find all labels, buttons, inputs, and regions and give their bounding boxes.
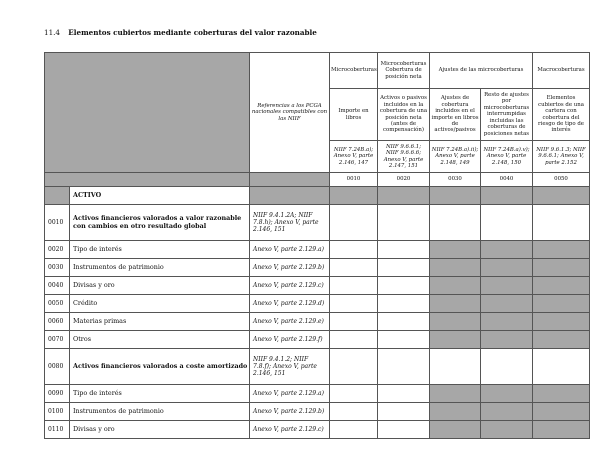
row-ref: NIIF 9.4.1.2A; NIIF 7.8.h); Anexo V, parte 2.146, 151 (250, 205, 330, 241)
data-cell[interactable] (533, 349, 590, 385)
data-cell[interactable] (330, 403, 378, 421)
header-ajustes-microcoberturas: Ajustes de las microcoberturas (430, 53, 533, 89)
shaded-cell (430, 313, 481, 331)
shaded-cell (481, 259, 533, 277)
data-cell[interactable] (330, 205, 378, 241)
shaded-cell (430, 331, 481, 349)
col-ref: NIIF 9.6.1.3; NIIF 9.6.6.1; Anexo V, parte 2.152 (533, 141, 590, 173)
data-cell[interactable] (533, 205, 590, 241)
data-cell[interactable] (481, 349, 533, 385)
shaded-cell (481, 385, 533, 403)
col-code: 0010 (330, 173, 378, 187)
data-cell[interactable] (378, 313, 430, 331)
row-code: 0110 (45, 421, 70, 439)
data-cell[interactable] (378, 259, 430, 277)
row-code: 0050 (45, 295, 70, 313)
shaded-cell (250, 187, 330, 205)
shaded-cell (430, 259, 481, 277)
header-ref-fill (250, 173, 330, 187)
shaded-cell (481, 403, 533, 421)
section-number: 11.4 (44, 28, 61, 37)
row-ref: Anexo V, parte 2.129.a) (250, 385, 330, 403)
data-cell[interactable] (430, 205, 481, 241)
row-ref: Anexo V, parte 2.129.b) (250, 403, 330, 421)
shaded-cell (533, 241, 590, 259)
shaded-cell (533, 313, 590, 331)
row-label: Activos financieros valorados a valor razonable con cambios en otro resultado global (70, 205, 250, 241)
col-code: 0030 (430, 173, 481, 187)
data-cell[interactable] (330, 385, 378, 403)
shaded-cell (481, 187, 533, 205)
row-ref: Anexo V, parte 2.129.b) (250, 259, 330, 277)
row-label: Divisas y oro (70, 421, 250, 439)
subheader-resto-ajustes: Resto de ajustes por microcoberturas interrumpidas incluidas las coberturas de posiciones netas (481, 89, 533, 141)
col-code: 0040 (481, 173, 533, 187)
shaded-cell (533, 403, 590, 421)
shaded-cell (533, 295, 590, 313)
shaded-cell (481, 277, 533, 295)
row-label: Activos financieros valorados a coste amortizado (70, 349, 250, 385)
ref-col-header: Referencias a los PCGA nacionales compatibles con las NIIF (250, 53, 330, 173)
shaded-cell (481, 313, 533, 331)
row-ref: Anexo V, parte 2.129.e) (250, 313, 330, 331)
data-cell[interactable] (330, 349, 378, 385)
shaded-cell (533, 421, 590, 439)
data-cell[interactable] (330, 277, 378, 295)
shaded-cell (430, 187, 481, 205)
data-cell[interactable] (330, 259, 378, 277)
row-label: Instrumentos de patrimonio (70, 403, 250, 421)
shaded-cell (481, 295, 533, 313)
row-code: 0020 (45, 241, 70, 259)
header-macrocoberturas: Macrocoberturas (533, 53, 590, 89)
shaded-cell (481, 331, 533, 349)
row-label: Materias primas (70, 313, 250, 331)
row-code: 0090 (45, 385, 70, 403)
data-cell[interactable] (430, 349, 481, 385)
shaded-cell (430, 403, 481, 421)
subheader-importe-libros: Importe en libros (330, 89, 378, 141)
col-code: 0020 (378, 173, 430, 187)
col-ref: NIIF 9.6.6.1; NIIF 9.6.6.6; Anexo V, parte 2.147, 151 (378, 141, 430, 173)
shaded-cell (430, 421, 481, 439)
data-cell[interactable] (330, 313, 378, 331)
shaded-cell (378, 187, 430, 205)
hedged-items-table (44, 52, 590, 439)
activo-label: ACTIVO (70, 187, 250, 205)
data-cell[interactable] (330, 241, 378, 259)
subheader-activos-pasivos: Activos o pasivos incluidos en la cobertura de una posición neta (antes de compensación) (378, 89, 430, 141)
data-cell[interactable] (378, 295, 430, 313)
shaded-cell (330, 187, 378, 205)
shaded-cell (533, 331, 590, 349)
row-label: Tipo de interés (70, 385, 250, 403)
shaded-cell (533, 187, 590, 205)
shaded-cell (533, 385, 590, 403)
activo-code-cell (45, 187, 70, 205)
col-ref: NIIF 7.24B.a).v); Anexo V, parte 2.148, 150 (481, 141, 533, 173)
row-code: 0030 (45, 259, 70, 277)
shaded-cell (533, 277, 590, 295)
row-code: 0080 (45, 349, 70, 385)
data-cell[interactable] (378, 421, 430, 439)
shaded-cell (481, 421, 533, 439)
data-cell[interactable] (378, 385, 430, 403)
shaded-cell (533, 259, 590, 277)
shaded-cell (430, 277, 481, 295)
data-cell[interactable] (378, 403, 430, 421)
data-cell[interactable] (481, 205, 533, 241)
row-label: Tipo de interés (70, 241, 250, 259)
data-cell[interactable] (330, 295, 378, 313)
row-ref: Anexo V, parte 2.129.a) (250, 241, 330, 259)
section-title: Elementos cubiertos mediante coberturas del valor razonable (68, 28, 317, 37)
row-code: 0040 (45, 277, 70, 295)
header-microcoberturas-posicion-neta: Microcoberturas Cobertura de posición neta (378, 53, 430, 89)
data-cell[interactable] (378, 241, 430, 259)
section-heading (44, 28, 317, 37)
shaded-cell (481, 241, 533, 259)
row-ref: NIIF 9.4.1.2; NIIF 7.8.f); Anexo V, parte 2.146, 151 (250, 349, 330, 385)
row-ref: Anexo V, parte 2.129.d) (250, 295, 330, 313)
row-label: Instrumentos de patrimonio (70, 259, 250, 277)
row-code: 0070 (45, 331, 70, 349)
col-ref: NIIF 7.24B.a).ii); Anexo V, parte 2.148, 149 (430, 141, 481, 173)
row-label: Otros (70, 331, 250, 349)
subheader-elementos-cubiertos: Elementos cubiertos de una cartera con cobertura del riesgo de tipo de interés (533, 89, 590, 141)
data-cell[interactable] (378, 205, 430, 241)
row-ref: Anexo V, parte 2.129.c) (250, 421, 330, 439)
data-cell[interactable] (378, 331, 430, 349)
row-code: 0060 (45, 313, 70, 331)
col-ref: NIIF 7.24B.a); Anexo V, parte 2.146, 147 (330, 141, 378, 173)
data-cell[interactable] (330, 331, 378, 349)
shaded-cell (430, 385, 481, 403)
subheader-ajustes-cobertura: Ajustes de cobertura incluidos en el importe en libros de activos/pasivos (430, 89, 481, 141)
header-corner (45, 53, 250, 173)
shaded-cell (430, 241, 481, 259)
col-code: 0050 (533, 173, 590, 187)
data-cell[interactable] (330, 421, 378, 439)
row-label: Divisas y oro (70, 277, 250, 295)
header-microcoberturas: Microcoberturas (330, 53, 378, 89)
header-corner-fill (45, 173, 250, 187)
row-label: Crédito (70, 295, 250, 313)
row-code: 0010 (45, 205, 70, 241)
data-cell[interactable] (378, 277, 430, 295)
row-ref: Anexo V, parte 2.129.f) (250, 331, 330, 349)
data-cell[interactable] (378, 349, 430, 385)
row-code: 0100 (45, 403, 70, 421)
shaded-cell (430, 295, 481, 313)
row-ref: Anexo V, parte 2.129.c) (250, 277, 330, 295)
